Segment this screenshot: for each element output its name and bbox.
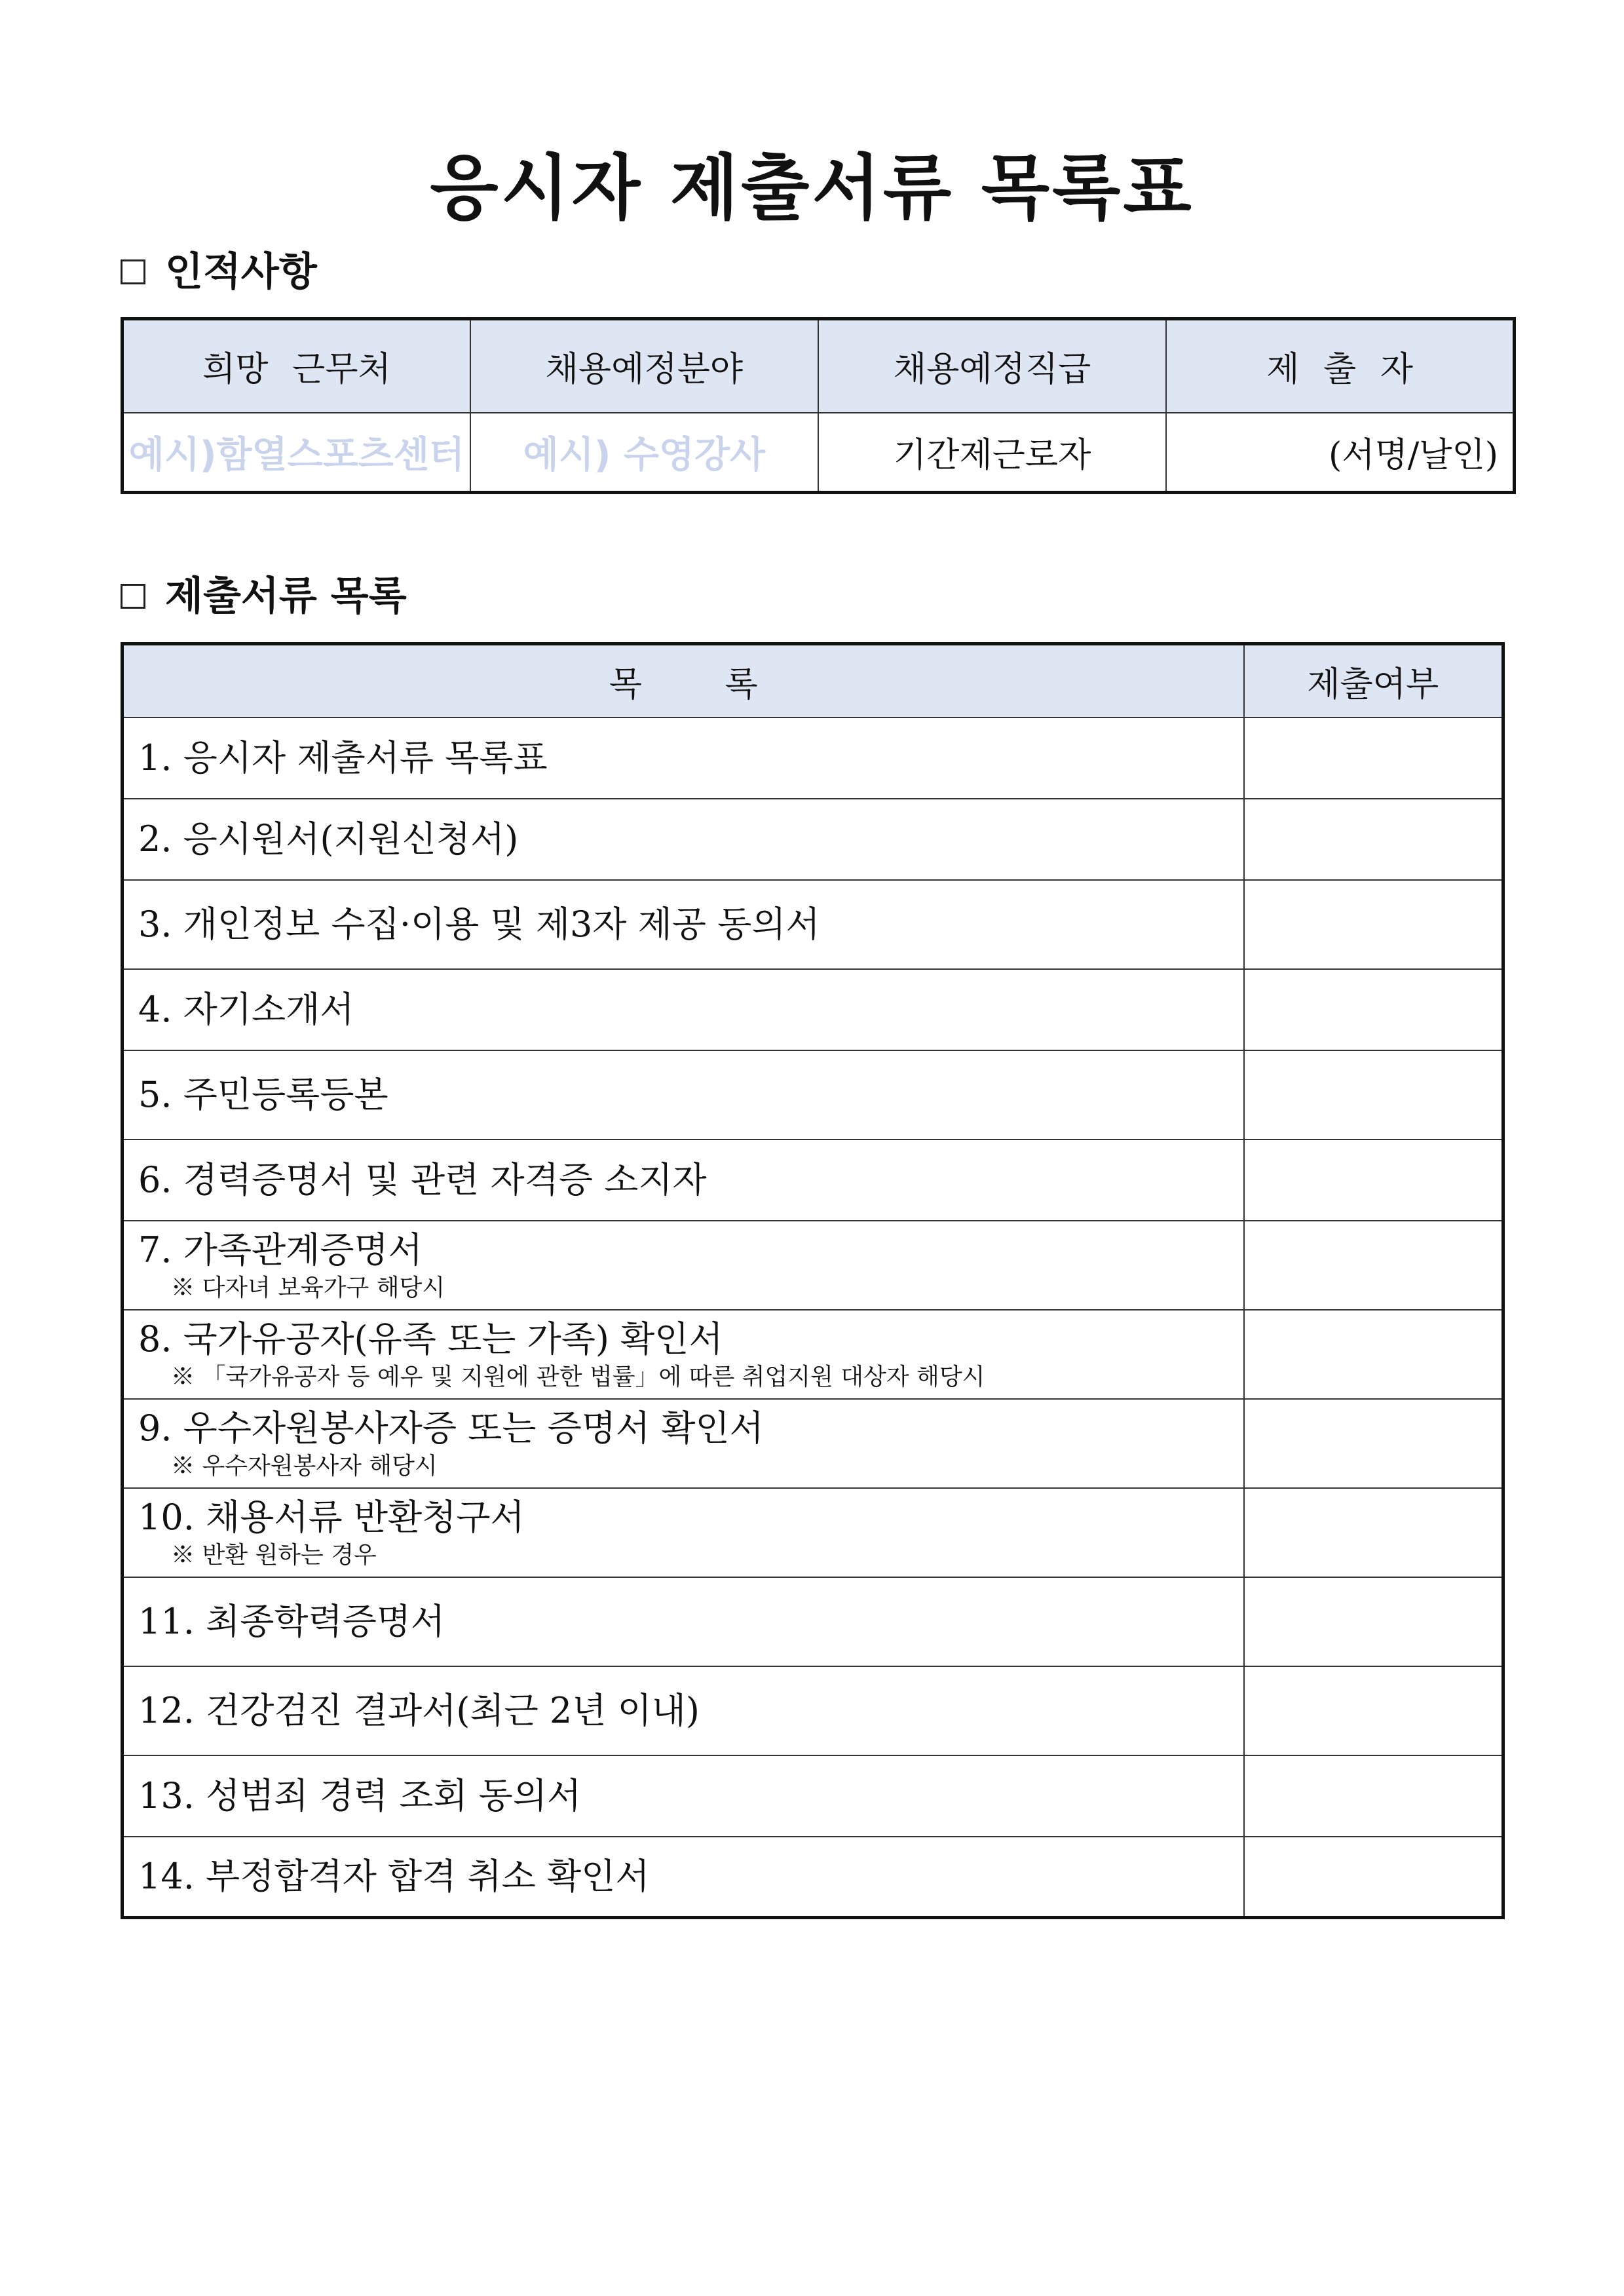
workplace-value: 예시)함열스포츠센터: [128, 433, 465, 476]
document-item-label: 12. 건강검진 결과서(최근 2년 이내): [123, 1666, 1244, 1755]
submission-check-cell[interactable]: [1244, 969, 1503, 1050]
document-item-label: 10. 채용서류 반환청구서: [138, 1496, 525, 1538]
documents-header-row: [123, 644, 1503, 718]
document-item-note: ※ 「국가유공자 등 예우 및 지원에 관한 법률」에 따른 취업지원 대상자 해당시: [171, 1363, 985, 1390]
document-item-label: 3. 개인정보 수집·이용 및 제3자 제공 동의서: [123, 880, 1244, 969]
header-workplace: 희망 근무처: [123, 319, 470, 413]
checkbox-square-icon: [121, 259, 145, 284]
page-title: 응시자 제출서류 목록표: [430, 147, 1194, 229]
document-item-label: 8. 국가유공자(유족 또는 가족) 확인서: [138, 1318, 723, 1360]
header-list: 목 록: [123, 644, 1244, 718]
table-row: [123, 1399, 1503, 1488]
section-heading-label: 인적사항: [165, 249, 317, 295]
document-item-label: 5. 주민등록등본: [123, 1050, 1244, 1139]
table-row: [123, 1050, 1503, 1139]
submission-check-cell[interactable]: [1244, 718, 1503, 799]
table-row: [123, 1310, 1503, 1399]
table-row: [123, 1666, 1503, 1755]
submission-check-cell[interactable]: [1244, 1221, 1503, 1310]
submission-check-cell[interactable]: [1244, 1488, 1503, 1577]
header-rank: 채용예정직급: [818, 319, 1166, 413]
table-row: [123, 1837, 1503, 1918]
document-item-label: 4. 자기소개서: [123, 969, 1244, 1050]
submission-check-cell[interactable]: [1244, 1755, 1503, 1837]
table-row: [123, 1488, 1503, 1577]
header-submitted: 제출여부: [1244, 644, 1503, 718]
table-row: [123, 969, 1503, 1050]
signature-field[interactable]: (서명/날인): [1166, 413, 1514, 493]
document-item-label: 9. 우수자원봉사자증 또는 증명서 확인서: [138, 1407, 764, 1449]
section-heading-label: 제출서류 목록: [165, 573, 407, 619]
submission-check-cell[interactable]: [1244, 880, 1503, 969]
section-heading-documents: [121, 570, 407, 622]
table-row: [123, 1755, 1503, 1837]
submission-check-cell[interactable]: [1244, 1399, 1503, 1488]
table-row: [123, 1139, 1503, 1221]
submission-check-cell[interactable]: [1244, 1050, 1503, 1139]
documents-table: [121, 642, 1505, 1919]
table-row: [123, 1577, 1503, 1666]
personal-info-value-row: [123, 413, 1515, 493]
document-item-label: 6. 경력증명서 및 관련 자격증 소지자: [123, 1139, 1244, 1221]
document-item-label: 7. 가족관계증명서: [138, 1229, 423, 1271]
submission-check-cell[interactable]: [1244, 1139, 1503, 1221]
document-item-note: ※ 우수자원봉사자 해당시: [171, 1452, 438, 1480]
document-item-note: ※ 다자녀 보육가구 해당시: [171, 1274, 445, 1301]
submission-check-cell[interactable]: [1244, 1666, 1503, 1755]
table-row: [123, 1221, 1503, 1310]
personal-info-header-row: [123, 319, 1515, 413]
table-row: [123, 799, 1503, 880]
document-item-label: 11. 최종학력증명서: [123, 1577, 1244, 1666]
submission-check-cell[interactable]: [1244, 1837, 1503, 1918]
workplace-field[interactable]: [123, 413, 470, 493]
field-value: 예시) 수영강사: [523, 433, 766, 476]
personal-info-table: [121, 317, 1516, 494]
document-item-note: ※ 반환 원하는 경우: [171, 1541, 377, 1569]
header-submitter: 제 출 자: [1166, 319, 1514, 413]
document-item-label: 2. 응시원서(지원신청서): [123, 799, 1244, 880]
rank-field[interactable]: 기간제근로자: [818, 413, 1166, 493]
submission-check-cell[interactable]: [1244, 1577, 1503, 1666]
document-item-cell: [123, 1310, 1244, 1399]
section-heading-personal-info: [121, 246, 317, 298]
table-row: [123, 880, 1503, 969]
field-field[interactable]: [470, 413, 818, 493]
submission-check-cell[interactable]: [1244, 799, 1503, 880]
document-item-label: 1. 응시자 제출서류 목록표: [123, 718, 1244, 799]
document-item-cell: [123, 1399, 1244, 1488]
table-row: [123, 718, 1503, 799]
checkbox-square-icon: [121, 584, 145, 609]
header-field: 채용예정분야: [470, 319, 818, 413]
document-item-cell: [123, 1488, 1244, 1577]
submission-check-cell[interactable]: [1244, 1310, 1503, 1399]
document-item-label: 13. 성범죄 경력 조회 동의서: [123, 1755, 1244, 1837]
document-item-cell: [123, 1221, 1244, 1310]
document-item-label: 14. 부정합격자 합격 취소 확인서: [123, 1837, 1244, 1918]
